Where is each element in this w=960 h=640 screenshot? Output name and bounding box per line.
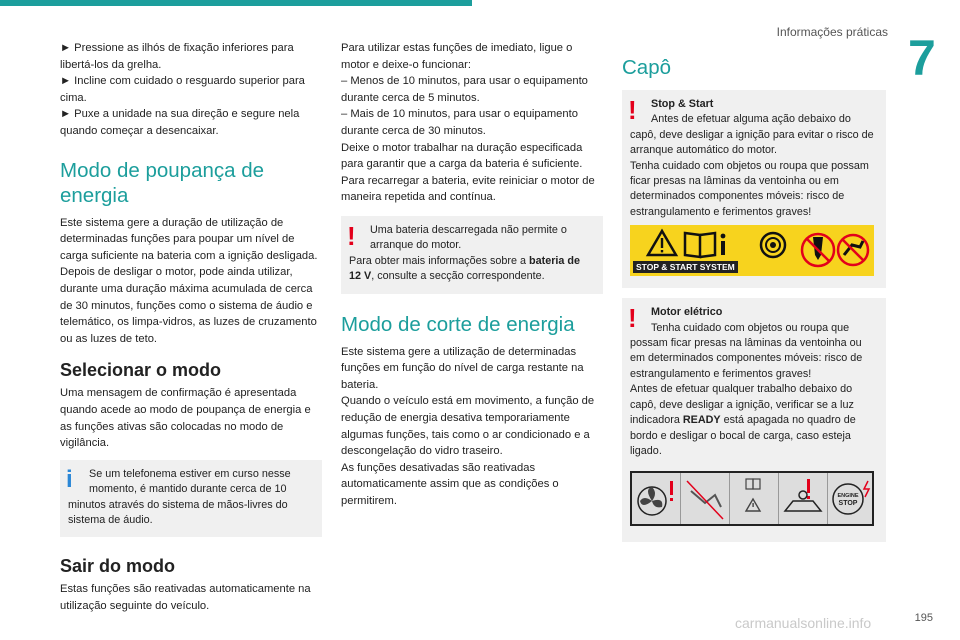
stop-start-title: Stop & Start — [651, 98, 714, 110]
motor-eletrico-text-2a: possam ficar presas na lâminas da ventoinha ou em determinados componentes móveis: risco de estrangulamento e ferimentos graves! Antes de efetuar qualquer trabalho debaixo do capô, deve desligar a ignição, verificar se a luz indicadora — [630, 337, 863, 427]
warning-box-battery — [341, 216, 603, 294]
motor-eletrico-title: Motor elétrico — [651, 306, 723, 319]
info-mark-icon — [721, 234, 726, 255]
battery-link-text: bateria de 12 V — [349, 254, 581, 283]
stop-start-system-label: STOP & START SYSTEM — [633, 261, 738, 273]
paragraph-sair: Estas funções são reativadas automaticamente na utilização seguinte do veículo. — [60, 583, 311, 612]
motor-eletrico-text-1: Tenha cuidado com objetos ou roupa que — [651, 321, 850, 334]
column-1 — [60, 40, 322, 615]
warning-box-stop-start — [622, 90, 886, 288]
electric-motor-warning-label — [630, 471, 874, 526]
fan-belt-icon — [761, 233, 785, 257]
paragraph-selecionar: Uma mensagem de confirmação é apresentada quando acede ao modo de poupança de energia e as funções ativas são colocadas no modo de vigilância. — [60, 387, 311, 450]
manual-warning-icon — [730, 473, 778, 524]
section-header: Informações práticas — [776, 25, 888, 39]
page-number: 195 — [914, 612, 933, 624]
warning-triangle-icon — [648, 231, 676, 255]
no-clothing-cell — [681, 473, 730, 524]
fan-warning-cell — [632, 473, 681, 524]
column-3 — [622, 55, 886, 542]
warning-icon: ! — [628, 95, 637, 125]
engine-stop-text-line1: ENGINE — [837, 493, 859, 500]
engine-stop-cell — [828, 473, 876, 524]
paragraph-utilizar: Para utilizar estas funções de imediato, ligue o motor e deixe-o funcionar: – Menos de 10 minutos, para usar o equipamento durante cerca de 5 minutos. – Mais de 10 minutos, para usar o equipamento durante cerca de 30 minutos. Deixe o motor trabalhar na duração especificada para garantir que a carga da bateria é suficiente. Para recarregar a bateria, evite reiniciar o motor de maneira repetida and contínua. — [341, 42, 595, 204]
info-text-1: Se um telefonema estiver em curso nesse momento, é mantido durante cerca de 10 — [89, 467, 291, 496]
warning-text-2a: Para obter mais informações sobre a — [349, 254, 530, 267]
info-text-2: minutos através do sistema de mãos-livres do sistema de áudio. — [68, 498, 288, 526]
hood-warning-cell — [779, 473, 828, 524]
chapter-number: 7 — [908, 30, 936, 86]
engine-stop-icon — [828, 473, 876, 524]
motor-eletrico-text-2 — [630, 336, 878, 459]
bullet-3: ► Puxe a unidade na sua direção e segure nela quando começar a desencaixar. — [60, 108, 300, 137]
heading-selecionar-modo: Selecionar o modo — [60, 360, 222, 381]
watermark: carmanualsonline.info — [735, 615, 872, 631]
motor-eletrico-text-2c: está apagada no quadro de bordo e desligar o bocal de carga, caso esteja ligado. — [630, 414, 856, 457]
heading-sair-modo: Sair do modo — [60, 556, 176, 577]
heading-capo: Capô — [622, 56, 672, 79]
hood-warning-icon — [779, 473, 827, 524]
ready-indicator-text: READY — [682, 414, 721, 427]
paragraph-poupanca: Este sistema gere a duração de utilização de determinadas funções para poupar um nível de carga suficiente na bateria com a ignição desligada. Depois de desligar o motor, pode ainda utilizar, durante uma duração máxima acumulada de cerca de 30 minutos, funções como o sistema de áudio e telemático, os limpa-vidros, as luzes de cruzamento ou as luzes de teto. — [60, 216, 318, 345]
paragraph-corte: Este sistema gere a utilização de determinadas funções em função do nível de carga restante na bateria. Quando o veículo está em movimento, a função de redução de energia desativa temporariamente algumas funções, tais como o ar condicionado e a descongelação do vidro traseiro. As funções desativadas são reativadas automaticamente assim que as condições o permitirem. — [341, 345, 595, 507]
stop-start-warning-label — [630, 225, 874, 276]
stop-start-text-1: Antes de efetuar alguma ação debaixo do — [651, 113, 851, 126]
stop-start-text-2: capô, deve desligar a ignição para evitar o risco de arranque automático do motor. Tenha cuidado com objetos ou roupa que possam ficar presas na lâminas da ventoinha ou em determinados componentes móveis: risco de estrangulamento e ferimentos graves! — [630, 128, 874, 218]
column-2 — [341, 40, 603, 510]
warning-text-1: Uma bateria descarregada não permite o arranque do motor. — [370, 223, 567, 252]
warning-icon: ! — [628, 303, 637, 334]
no-hand-icon — [838, 235, 868, 265]
fan-warning-icon — [632, 473, 680, 524]
bullet-1: ► Pressione as ilhós de fixação inferiores para libertá-los da grelha. — [60, 42, 294, 71]
manual-book-icon — [685, 233, 715, 257]
no-clothing-icon — [681, 473, 729, 524]
warning-icon: ! — [347, 220, 356, 251]
header-accent-bar — [0, 0, 472, 6]
heading-modo-poupanca: Modo de poupança de energia — [60, 158, 265, 207]
manual-warning-cell — [730, 473, 779, 524]
warning-box-motor-eletrico — [622, 298, 886, 542]
info-icon: i — [66, 465, 73, 493]
warning-text-2c: , consulte a secção correspondente. — [371, 270, 545, 283]
no-tie-icon — [802, 234, 834, 266]
bullet-2: ► Incline com cuidado o resguardo superior para cima. — [60, 75, 305, 104]
warning-text-2 — [349, 254, 595, 285]
engine-stop-text-line2: STOP — [838, 500, 858, 508]
info-box — [60, 460, 322, 538]
heading-modo-corte: Modo de corte de energia — [341, 312, 575, 336]
